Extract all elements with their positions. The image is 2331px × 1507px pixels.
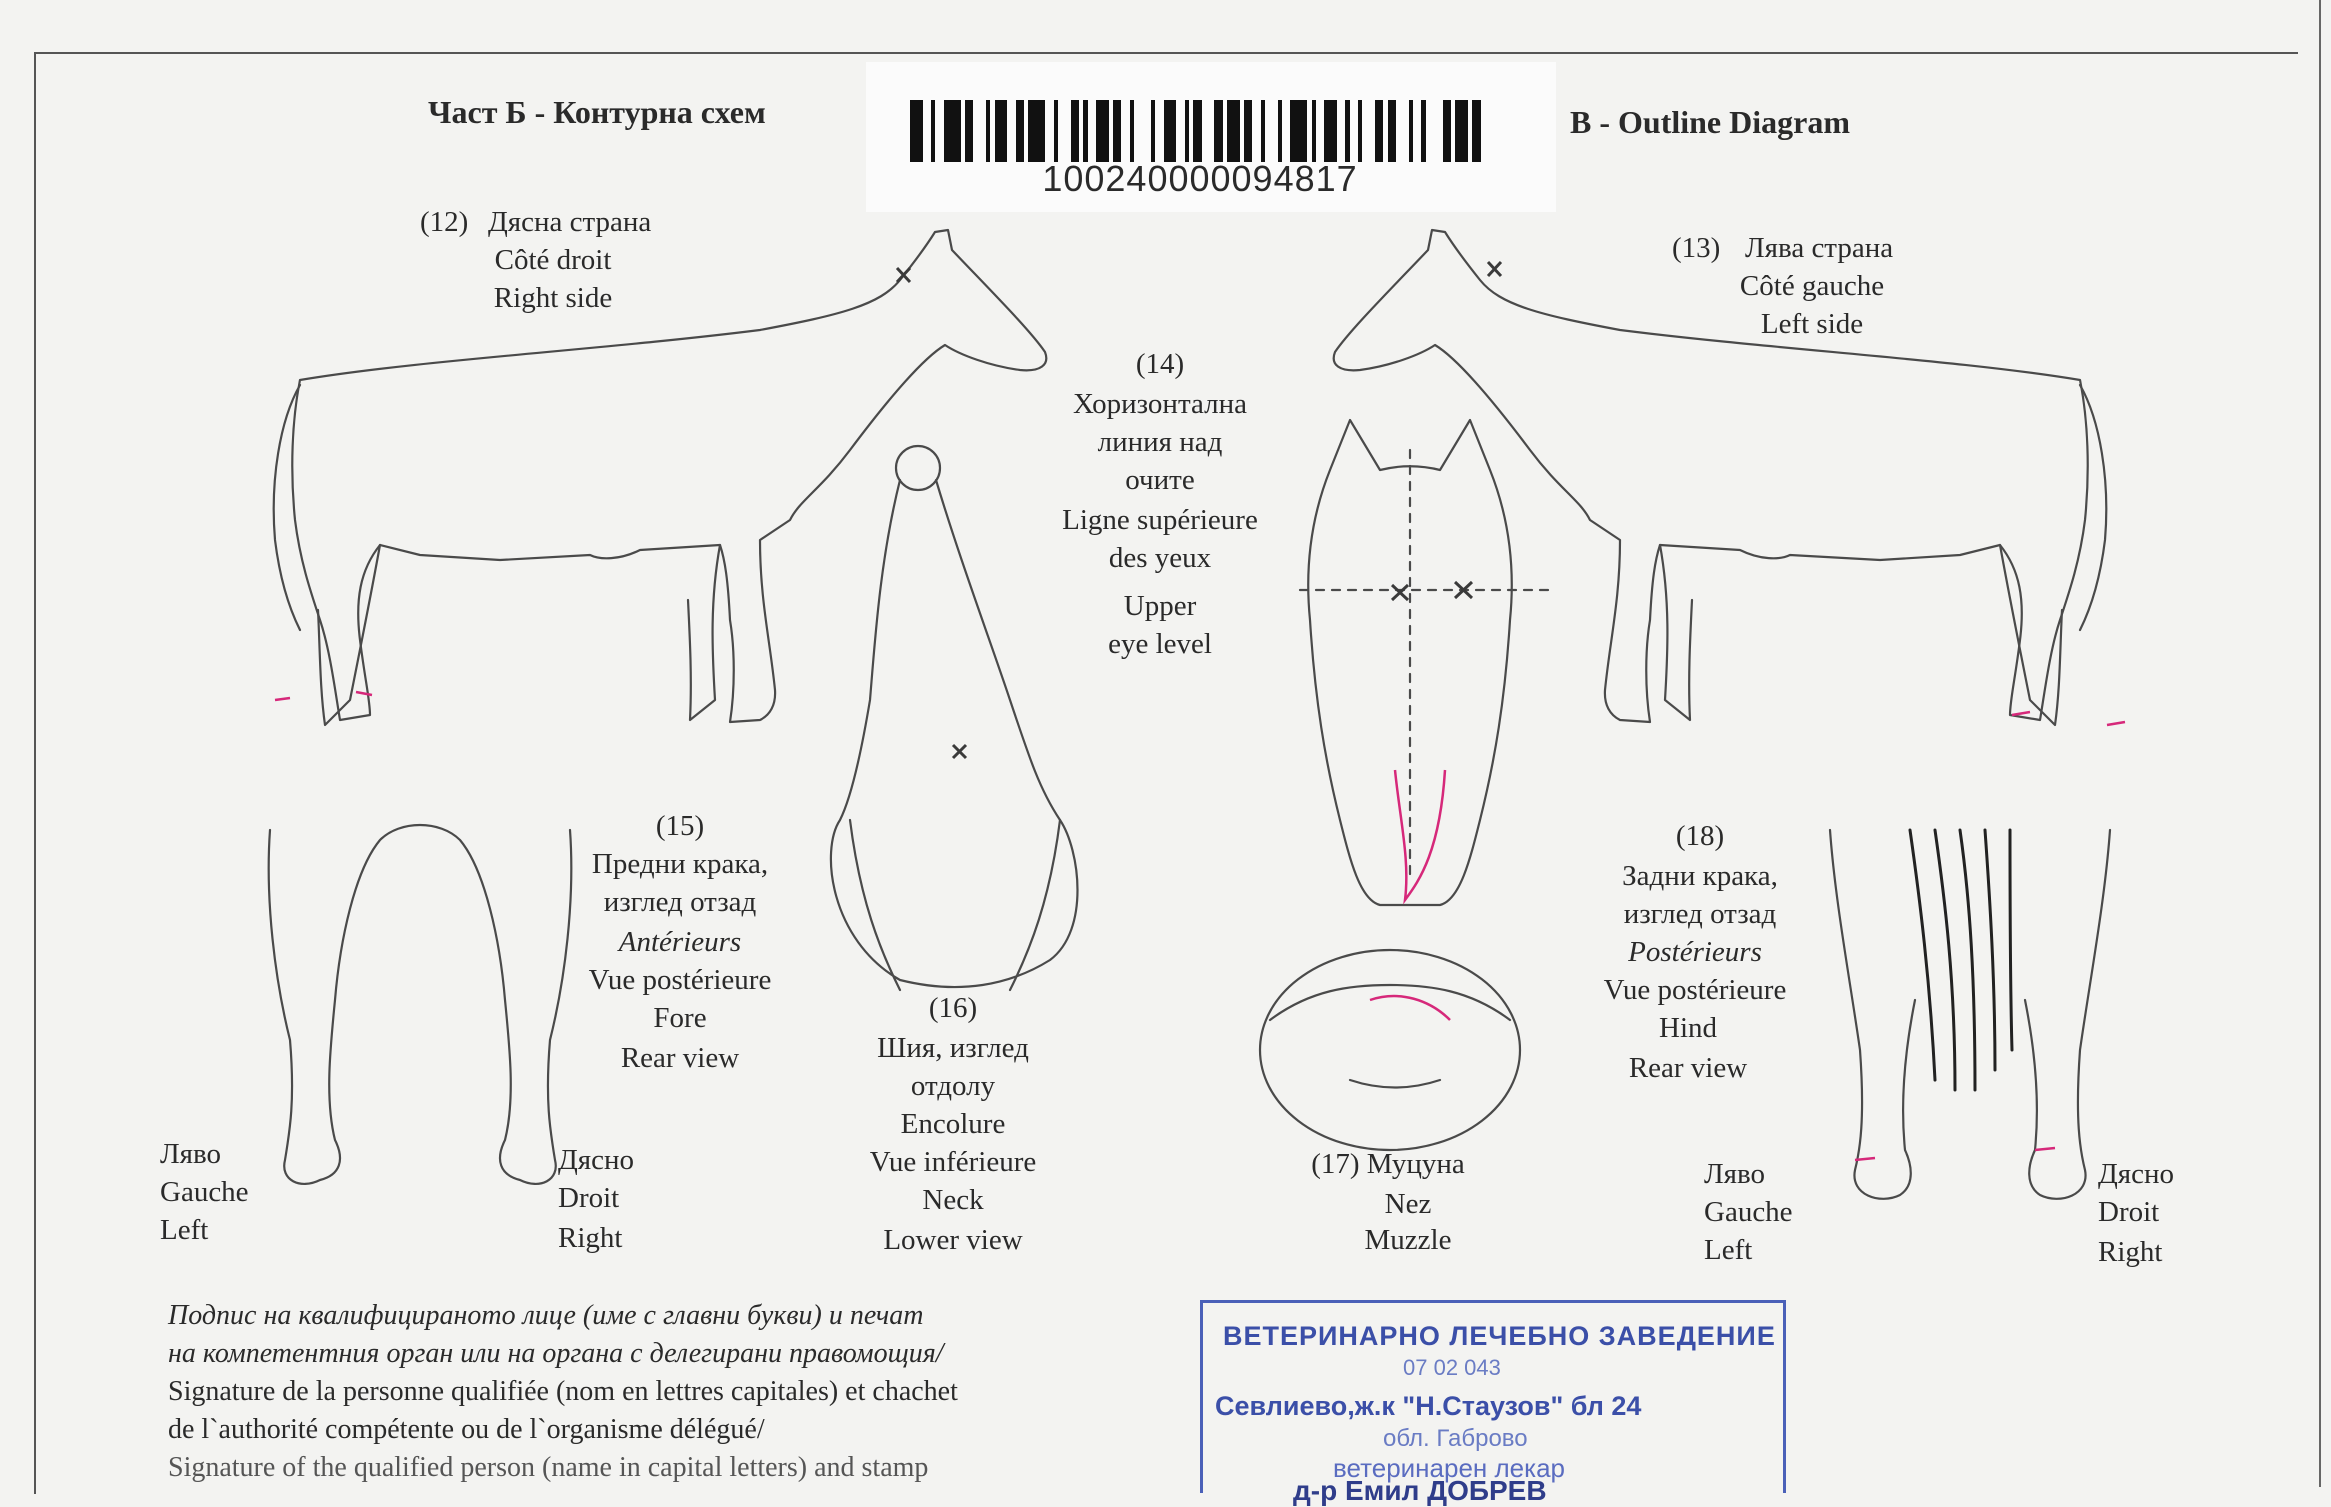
fore-right-bg: Дясно: [558, 1144, 635, 1176]
hind-fr2: Vue postérieure: [1603, 974, 1787, 1006]
stamp-line-5: ветеринарен лекар: [1333, 1453, 1565, 1483]
signature-fr2: de l`authorité compétente ou de l`organisme délégué/: [168, 1414, 765, 1445]
neck-en1: Neck: [922, 1184, 984, 1216]
right-side-en: Right side: [493, 282, 613, 314]
fore-left-en: Left: [160, 1214, 209, 1246]
hind-fr1: Postérieurs: [1628, 936, 1762, 968]
left-side-number: (13): [1672, 232, 1721, 264]
stamp-line-2: 07 02 043: [1403, 1355, 1501, 1380]
white-markings: [275, 692, 2125, 1160]
neck-fr2: Vue inférieure: [869, 1146, 1037, 1178]
fore-left-bg: Ляво: [160, 1138, 222, 1170]
signature-bg2: на компетентния орган или на органа с делегирани правомощия/: [168, 1338, 944, 1369]
fore-legs-drawing: [269, 825, 572, 1184]
left-side-bg: Лява страна: [1745, 232, 1894, 264]
signature-fr1: Signature de la personne qualifiée (nom en lettres capitales) et chachet: [168, 1376, 958, 1407]
hind-bg1: Задни крака,: [1622, 860, 1778, 892]
fore-left-fr: Gauche: [160, 1176, 249, 1208]
tail-drawing: [1910, 830, 2012, 1090]
signature-en1: Signature of the qualified person (name in capital letters) and stamp: [168, 1452, 929, 1483]
hind-left-en: Left: [1704, 1234, 1753, 1266]
eye-level-fr1: Ligne supérieure: [1062, 504, 1258, 536]
head-front-drawing: [1300, 420, 1550, 905]
hind-left-fr: Gauche: [1704, 1196, 1793, 1228]
fore-right-en: Right: [558, 1222, 623, 1254]
eye-level-fr2: des yeux: [1108, 542, 1212, 574]
signature-bg1: Подпис на квалифицираното лице (име с главни букви) и печат: [168, 1300, 924, 1331]
neck-lower-view-drawing: [831, 446, 1078, 990]
fore-right-fr: Droit: [558, 1182, 620, 1214]
neck-en2: Lower view: [883, 1224, 1023, 1256]
horse-left-side-drawing: [1334, 230, 2107, 725]
muzzle-en: Muzzle: [1364, 1224, 1452, 1256]
neck-number: (16): [928, 992, 978, 1024]
neck-bg1: Шия, изглед: [877, 1032, 1029, 1064]
eye-level-en2: eye level: [1108, 628, 1212, 660]
fore-bg1: Предни крака,: [591, 848, 769, 880]
muzzle-drawing: [1260, 950, 1520, 1150]
neck-fr1: Encolure: [900, 1108, 1006, 1140]
neck-bg2: отдолу: [910, 1070, 996, 1102]
muzzle-fr: Nez: [1384, 1188, 1432, 1220]
horse-right-side-drawing: [274, 230, 1047, 725]
fore-fr1: Antérieurs: [618, 926, 742, 958]
hind-legs-drawing: [1830, 830, 2110, 1199]
hind-left-bg: Ляво: [1704, 1158, 1766, 1190]
fore-en1: Fore: [653, 1002, 707, 1034]
veterinary-stamp: [1200, 1300, 1786, 1506]
title-en: B - Outline Diagram: [1570, 104, 1850, 140]
left-side-en: Left side: [1760, 308, 1864, 340]
hind-right-bg: Дясно: [2098, 1158, 2175, 1190]
eye-level-bg2: линия над: [1097, 426, 1223, 458]
muzzle-number-bg: (17) Муцуна: [1311, 1148, 1465, 1180]
eye-level-bg1: Хоризонтална: [1073, 388, 1247, 420]
stamp-line-1: ВЕТЕРИНАРНО ЛЕЧЕБНО ЗАВЕДЕНИЕ: [1223, 1321, 1776, 1351]
stamp-line-4: обл. Габрово: [1383, 1425, 1528, 1452]
hind-en1: Hind: [1659, 1012, 1717, 1044]
hind-bg2: изглед отзад: [1623, 898, 1777, 930]
fore-number: (15): [655, 810, 705, 842]
hind-right-fr: Droit: [2098, 1196, 2160, 1228]
barcode-number: 10024000009481​7: [1042, 158, 1358, 199]
stamp-line-3: Севлиево,ж.к "Н.Стаузов" бл 24: [1215, 1391, 1642, 1421]
right-side-fr: Côté droit: [494, 244, 612, 276]
eye-level-bg3: очите: [1125, 464, 1195, 496]
right-side-bg: Дясна страна: [488, 206, 652, 238]
fore-bg2: изглед отзад: [603, 886, 757, 918]
left-side-fr: Côté gauche: [1739, 270, 1885, 302]
eye-level-number: (14): [1135, 348, 1185, 380]
hind-number: (18): [1675, 820, 1725, 852]
hind-en2: Rear view: [1628, 1052, 1748, 1084]
fore-en2: Rear view: [620, 1042, 740, 1074]
hind-right-en: Right: [2098, 1236, 2163, 1268]
fore-fr2: Vue postérieure: [588, 964, 772, 996]
eye-level-en1: Upper: [1123, 590, 1197, 622]
stamp-line-6: д-р Емил ДОБРЕВ: [1293, 1475, 1547, 1506]
title-bg: Част Б - Контурна схем: [428, 94, 766, 130]
right-side-number: (12): [420, 206, 469, 238]
